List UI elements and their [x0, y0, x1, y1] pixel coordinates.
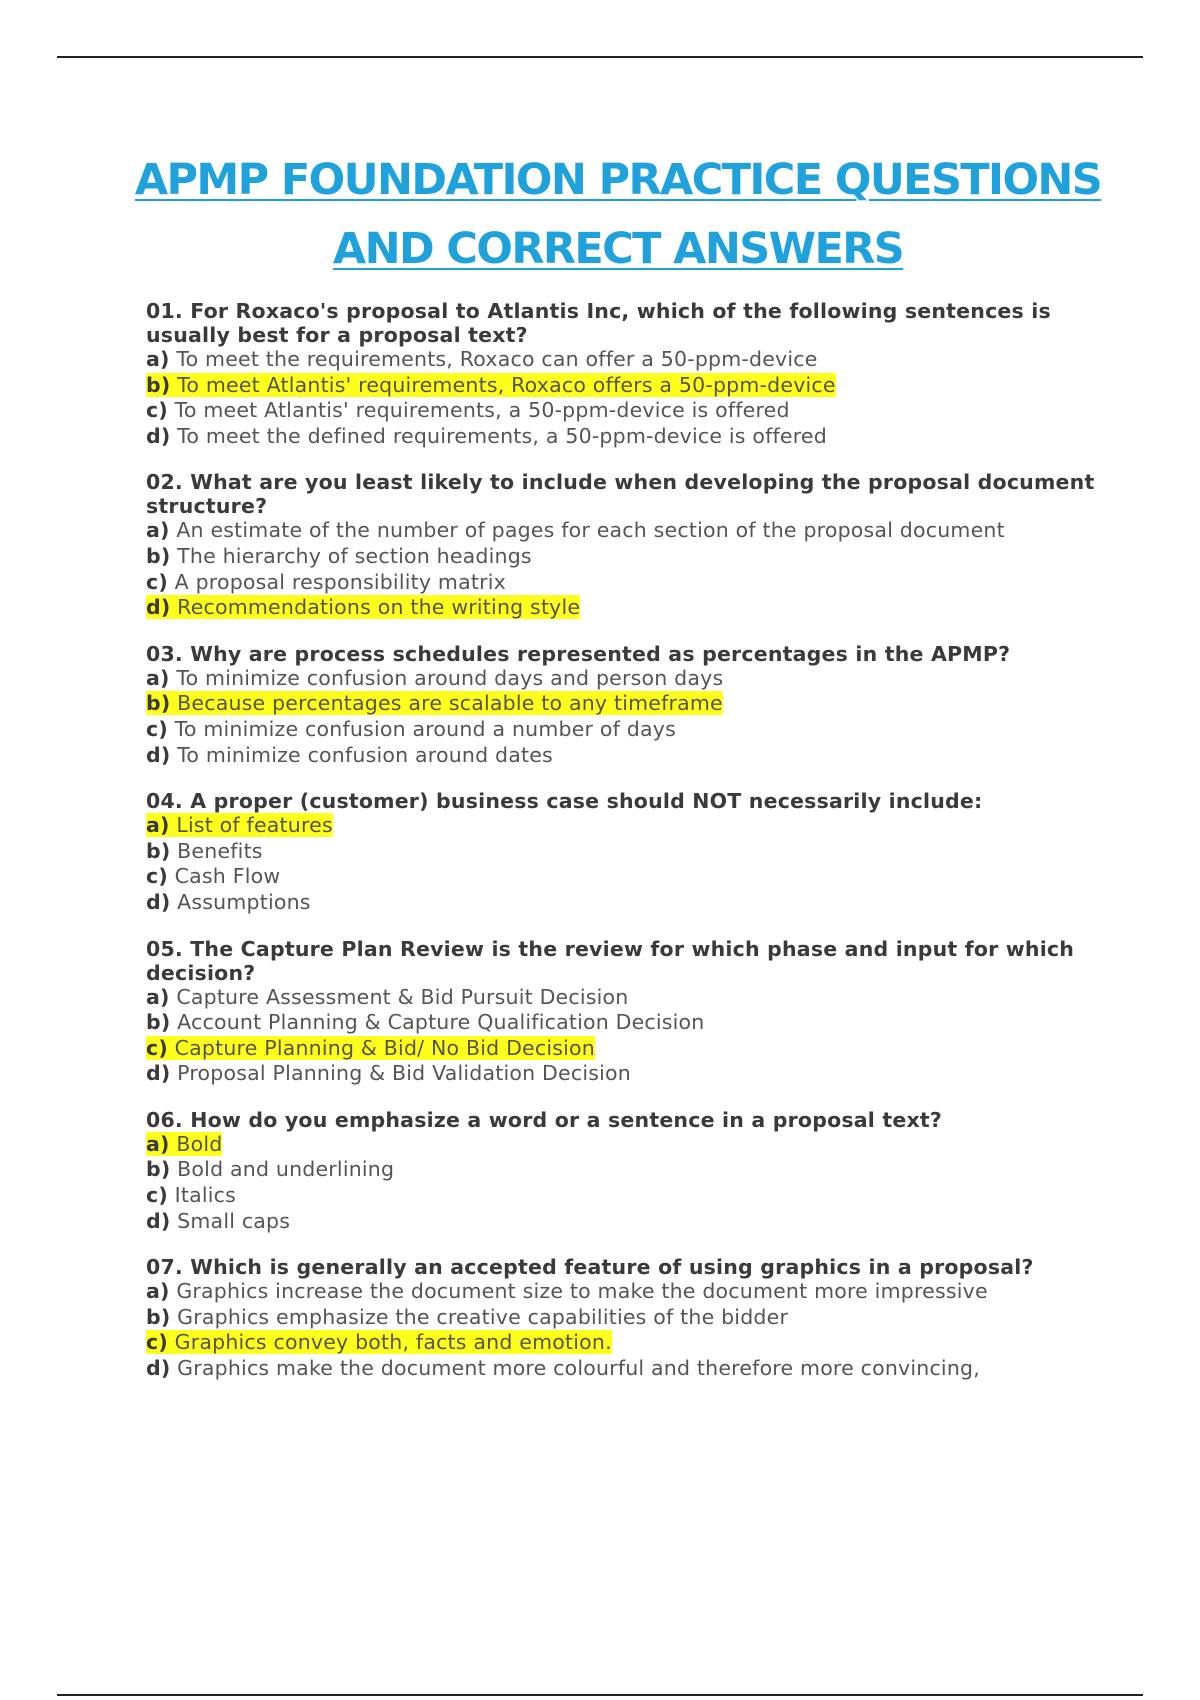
- correct-answer-option: [146, 595, 1096, 621]
- answer-line: [146, 424, 827, 448]
- question-block: [146, 1255, 1096, 1381]
- answer-option: [146, 666, 1096, 692]
- answer-options: [146, 347, 1096, 449]
- answer-option: [146, 424, 1096, 450]
- option-text: An estimate of the number of pages for each section of the proposal document: [176, 518, 1005, 543]
- question-list: [146, 299, 1096, 1403]
- option-letter: b): [146, 1010, 171, 1035]
- title-line-2: AND CORRECT ANSWERS: [332, 224, 904, 274]
- answer-line: [146, 743, 553, 767]
- correct-answer-option: [146, 691, 1096, 717]
- answer-option: [146, 1305, 1096, 1331]
- answer-line: [146, 1305, 788, 1329]
- answer-line: [146, 544, 532, 568]
- answer-line: [146, 1061, 631, 1085]
- answer-line: [146, 1183, 236, 1207]
- answer-line: [146, 398, 790, 422]
- option-text: Italics: [174, 1183, 237, 1208]
- option-letter: c): [146, 716, 168, 741]
- answer-option: [146, 839, 1096, 865]
- option-text: List of features: [176, 813, 333, 838]
- answer-highlight: [146, 1036, 595, 1060]
- answer-option: [146, 347, 1096, 373]
- option-text: Bold: [176, 1131, 223, 1156]
- answer-line: [146, 717, 676, 741]
- answer-option: [146, 570, 1096, 596]
- answer-options: [146, 813, 1096, 915]
- answer-line: [146, 985, 628, 1009]
- answer-highlight: [146, 373, 836, 397]
- answer-option: [146, 717, 1096, 743]
- answer-line: [146, 1157, 394, 1181]
- option-text: To meet the requirements, Roxaco can offer a 50-ppm-device: [176, 347, 818, 371]
- option-letter: c): [146, 1035, 168, 1060]
- answer-option: [146, 1010, 1096, 1036]
- question-block: [146, 1108, 1096, 1234]
- answer-option: [146, 864, 1096, 890]
- question-text: 05. The Capture Plan Review is the review for which phase and input for which decision?: [146, 936, 1075, 985]
- question-block: [146, 299, 1096, 449]
- option-letter: c): [146, 569, 168, 594]
- option-text: Proposal Planning & Bid Validation Decision: [177, 1061, 631, 1086]
- option-letter: a): [146, 1131, 170, 1156]
- answer-option: [146, 1157, 1096, 1183]
- question-text: 06. How do you emphasize a word or a sentence in a proposal text?: [146, 1107, 942, 1132]
- answer-line: [146, 347, 818, 371]
- correct-answer-option: [146, 1132, 1096, 1158]
- option-letter: d): [146, 889, 171, 914]
- answer-option: [146, 518, 1096, 544]
- option-letter: b): [146, 543, 171, 568]
- option-text: Cash Flow: [174, 864, 281, 889]
- top-rule: [57, 56, 1143, 58]
- answer-options: [146, 518, 1096, 620]
- correct-answer-option: [146, 813, 1096, 839]
- option-letter: c): [146, 1183, 168, 1208]
- option-letter: a): [146, 1279, 170, 1304]
- option-text: Graphics make the document more colourful and therefore more convincing,: [177, 1356, 980, 1381]
- option-text: Assumptions: [177, 889, 311, 914]
- option-letter: b): [146, 372, 171, 397]
- option-text: Account Planning & Capture Qualification Decision: [177, 1010, 705, 1035]
- answer-options: [146, 985, 1096, 1087]
- option-text: Because percentages are scalable to any timeframe: [177, 691, 723, 716]
- option-letter: b): [146, 691, 171, 716]
- option-letter: b): [146, 838, 171, 863]
- option-text: Recommendations on the writing style: [177, 595, 581, 620]
- option-letter: a): [146, 984, 170, 1009]
- title-line-1: APMP FOUNDATION PRACTICE QUESTIONS: [134, 155, 1102, 205]
- question-block: [146, 789, 1096, 915]
- answer-options: [146, 1279, 1096, 1381]
- question-text: 07. Which is generally an accepted feature of using graphics in a proposal?: [146, 1255, 1034, 1280]
- answer-line: [146, 890, 311, 914]
- answer-option: [146, 1209, 1096, 1235]
- answer-option: [146, 890, 1096, 916]
- option-text: To minimize confusion around days and person days: [176, 665, 724, 690]
- option-text: To meet Atlantis' requirements, a 50-ppm-device is offered: [174, 398, 790, 423]
- option-letter: c): [146, 1330, 168, 1355]
- answer-highlight: [146, 1132, 222, 1156]
- option-text: The hierarchy of section headings: [177, 543, 532, 568]
- option-letter: d): [146, 595, 171, 620]
- answer-options: [146, 666, 1096, 768]
- option-text: Small caps: [177, 1208, 291, 1233]
- option-letter: d): [146, 1061, 171, 1086]
- question-block: [146, 937, 1096, 1087]
- option-text: Capture Assessment & Bid Pursuit Decision: [176, 984, 629, 1009]
- option-letter: d): [146, 1356, 171, 1381]
- option-letter: d): [146, 742, 171, 767]
- answer-highlight: [146, 813, 333, 837]
- answer-line: [146, 518, 1005, 542]
- answer-line: [146, 1010, 705, 1034]
- answer-highlight: [146, 595, 580, 619]
- correct-answer-option: [146, 1036, 1096, 1062]
- option-letter: b): [146, 1304, 171, 1329]
- option-text: Capture Planning & Bid/ No Bid Decision: [174, 1035, 595, 1060]
- answer-option: [146, 985, 1096, 1011]
- option-letter: a): [146, 813, 170, 838]
- question-block: [146, 470, 1096, 620]
- answer-option: [146, 398, 1096, 424]
- option-text: Graphics increase the document size to make the document more impressive: [176, 1279, 988, 1304]
- option-text: Benefits: [177, 838, 263, 863]
- question-block: [146, 642, 1096, 768]
- question-text: 01. For Roxaco's proposal to Atlantis Inc, which of the following sentences is usually best for a proposal text?: [146, 299, 1051, 347]
- page-title: [0, 146, 1200, 284]
- bottom-rule: [57, 1694, 1143, 1696]
- correct-answer-option: [146, 373, 1096, 399]
- answer-line: [146, 839, 263, 863]
- option-letter: c): [146, 398, 168, 423]
- option-letter: c): [146, 864, 168, 889]
- correct-answer-option: [146, 1330, 1096, 1356]
- answer-line: [146, 1356, 980, 1380]
- option-text: To meet the defined requirements, a 50-ppm-device is offered: [177, 423, 827, 448]
- answer-line: [146, 864, 280, 888]
- option-letter: a): [146, 665, 170, 690]
- answer-option: [146, 1061, 1096, 1087]
- option-letter: d): [146, 423, 171, 448]
- answer-options: [146, 1132, 1096, 1234]
- answer-option: [146, 1279, 1096, 1305]
- option-text: Graphics convey both, facts and emotion.: [174, 1330, 612, 1355]
- option-text: To minimize confusion around a number of days: [174, 716, 676, 741]
- option-text: To minimize confusion around dates: [177, 742, 553, 767]
- answer-line: [146, 666, 723, 690]
- question-text: 03. Why are process schedules represented as percentages in the APMP?: [146, 641, 1011, 666]
- option-text: Graphics emphasize the creative capabilities of the bidder: [177, 1304, 789, 1329]
- answer-option: [146, 743, 1096, 769]
- answer-option: [146, 544, 1096, 570]
- question-text: 02. What are you least likely to include when developing the proposal document structure?: [146, 470, 1095, 519]
- question-text: 04. A proper (customer) business case should NOT necessarily include:: [146, 789, 983, 814]
- answer-highlight: [146, 691, 723, 715]
- answer-line: [146, 1209, 290, 1233]
- option-letter: b): [146, 1157, 171, 1182]
- option-letter: d): [146, 1208, 171, 1233]
- answer-line: [146, 1279, 988, 1303]
- answer-highlight: [146, 1330, 612, 1354]
- option-letter: a): [146, 347, 170, 371]
- answer-option: [146, 1356, 1096, 1382]
- option-text: Bold and underlining: [177, 1157, 395, 1182]
- option-letter: a): [146, 518, 170, 543]
- option-text: To meet Atlantis' requirements, Roxaco offers a 50-ppm-device: [177, 372, 836, 397]
- answer-option: [146, 1183, 1096, 1209]
- option-text: A proposal responsibility matrix: [174, 569, 506, 594]
- answer-line: [146, 570, 506, 594]
